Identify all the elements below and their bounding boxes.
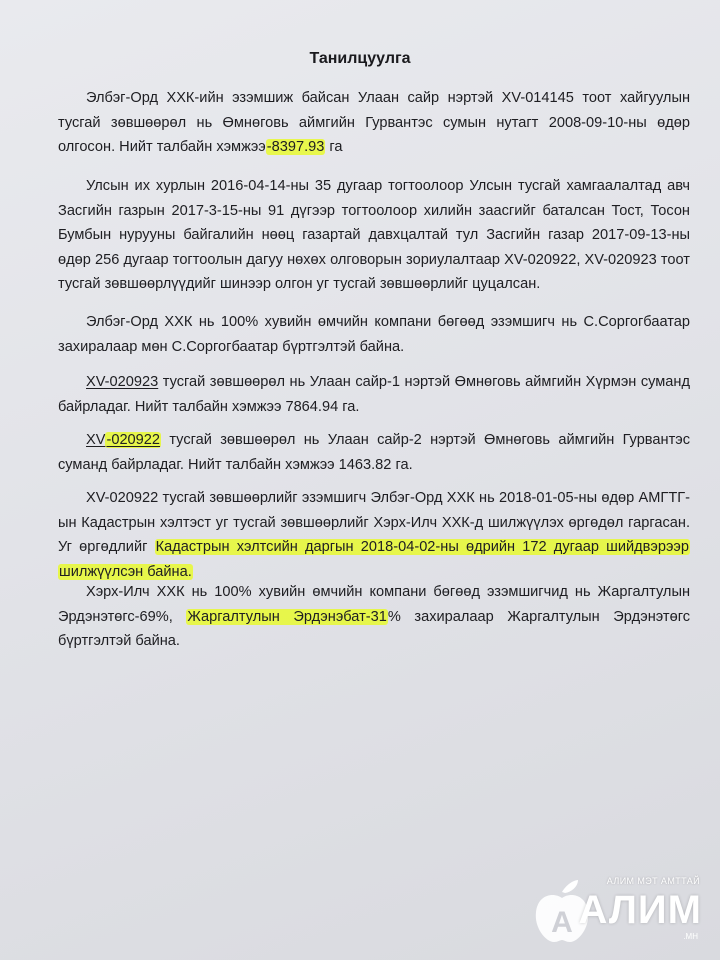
p7-text: Хэрх-Илч ХХК нь 100% хувийн өмчийн компани бөгөөд эзэмшигчид нь Жаргалтулын Эрдэнэтөгс-69%,	[58, 584, 690, 625]
p4-text: тусгай зөвшөөрөл нь Улаан сайр-1 нэртэй Өмнөговь аймгийн Хүрмэн суманд байрладаг. Нийт талбайн хэмжээ 7864.94 га.	[58, 374, 690, 415]
p3-text: Элбэг-Орд ХХК нь 100% хувийн өмчийн компани бөгөөд эзэмшигч нь С.Соргогбаатар захиралаар мөн С.Соргогбаатар бүртгэлтэй байна.	[58, 314, 690, 355]
paragraph-license-020923	[58, 370, 690, 419]
paragraph-company-ownership	[58, 310, 690, 359]
p5-license-code-highlight: -020922	[106, 432, 161, 448]
p6-highlight: Кадастрын хэлтсийн даргын 2018-04-02-ны өдрийн 172 дугаар шийдвэрээр шилжүүлсэн байна.	[59, 539, 689, 580]
p5-license-code-prefix: XV	[86, 432, 106, 448]
paragraph-license-transfer	[58, 486, 690, 584]
watermark-domain: .МН	[683, 932, 698, 941]
p7-highlight: Жаргалтулын Эрдэнэбат-31	[187, 608, 387, 625]
p5-text: тусгай зөвшөөрөл нь Улаан сайр-2 нэртэй Өмнөговь аймгийн Гурвантэс суманд байрладаг. Нийт талбайн хэмжээ 1463.82 га.	[58, 432, 690, 473]
p1-highlight-area: -8397.93	[266, 139, 325, 156]
document-title: Танилцуулга	[309, 50, 411, 67]
p7-tail: % захиралаар Жаргалтулын Эрдэнэтөгс бүртгэлтэй байна.	[58, 608, 690, 650]
svg-text:A: A	[551, 906, 573, 939]
p6-text: XV-020922 тусгай зөвшөөрлийг эзэмшигч Элбэг-Орд ХХК нь 2018-01-05-ны өдөр АМГТГ-ын Кадастрын хэлтэст уг тусгай зөвшөөрлийг Хэрх-Илч ХХК-д шилжүүлэх өргөдөл гаргасан. Уг өргөдлийг	[58, 490, 690, 556]
p1-unit: га	[325, 139, 343, 156]
paragraph-license-020922	[58, 428, 690, 477]
p1-text: Элбэг-Орд ХХК-ийн эзэмшиж байсан Улаан сайр нэртэй XV-014145 тоот хайгуулын тусгай зөвшөөрөл нь Өмнөговь аймгийн Гурвантэс сумын нутагт 2008-09-10-ны өдөр олгосон. Нийт талбайн хэмжээ	[58, 90, 690, 156]
watermark-name: АЛИМ	[578, 888, 702, 932]
paragraph-parliament-resolution	[58, 174, 690, 297]
watermark-slogan: АЛИМ МЭТ АМТТАЙ	[606, 876, 700, 886]
paragraph-buyer-ownership	[58, 580, 690, 654]
paragraph-license-origin	[58, 86, 690, 160]
p2-text: Улсын их хурлын 2016-04-14-ны 35 дугаар тогтоолоор Улсын тусгай хамгаалалтад авч Засгийн газрын 2017-3-15-ны 91 дүгээр тогтоолоор хилийн заасгийг баталсан Тост, Тосон Бумбын нурууны байгалийн нөөц газартай давхцалтай тул Засгийн газар 2017-09-13-ны өдөр 256 дугаар тогтоолын дагуу нөхөх олговорын зориулалтаар XV-020922, XV-020923 тоот тусгай зөвшөөрлүүдийг шинээр олгон уг тусгай зөвшөөрлийг цуцалсан.	[58, 178, 690, 293]
p4-license-code: XV-020923	[86, 374, 159, 390]
alim-watermark	[526, 876, 706, 946]
